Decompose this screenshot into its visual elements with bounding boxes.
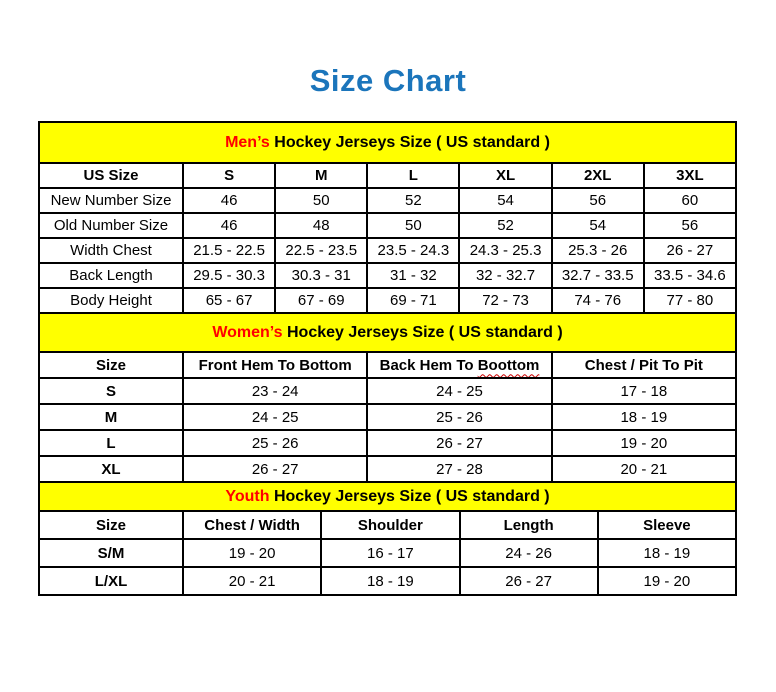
table-cell: 26 - 27 — [183, 456, 367, 482]
table-cell: 52 — [459, 213, 551, 238]
youth-highlight-word: Youth — [225, 487, 270, 505]
table-cell: 46 — [183, 188, 275, 213]
table-cell: 24 - 25 — [183, 404, 367, 430]
table-cell: 31 - 32 — [367, 263, 459, 288]
column-header — [367, 352, 551, 378]
table-cell: 20 - 21 — [183, 567, 321, 595]
mens-highlight-word: Men’s — [225, 133, 270, 151]
table-cell: 74 - 76 — [552, 288, 644, 313]
mens-section-band — [39, 122, 736, 163]
table-cell: 18 - 19 — [552, 404, 736, 430]
column-header: Chest / Pit To Pit — [552, 352, 736, 378]
table-cell: 21.5 - 22.5 — [183, 238, 275, 263]
womens-size-table — [38, 312, 737, 483]
table-row — [39, 404, 736, 430]
column-header-text: Back Hem To — [379, 356, 478, 374]
table-cell: 26 - 27 — [644, 238, 736, 263]
youth-size-table — [38, 481, 737, 596]
column-header: Length — [460, 511, 598, 539]
row-label: L/XL — [39, 567, 183, 595]
table-row — [39, 430, 736, 456]
table-cell: 56 — [552, 188, 644, 213]
row-label: M — [39, 404, 183, 430]
column-header: Chest / Width — [183, 511, 321, 539]
table-cell: 67 - 69 — [275, 288, 367, 313]
table-cell: 50 — [275, 188, 367, 213]
misspelled-word: Boottom — [477, 356, 540, 374]
mens-header-row — [39, 163, 736, 188]
table-cell: 56 — [644, 213, 736, 238]
page-title: Size Chart — [309, 63, 467, 98]
youth-title-rest: Hockey Jerseys Size ( US standard ) — [269, 487, 550, 505]
table-cell: 27 - 28 — [367, 456, 551, 482]
column-header: Front Hem To Bottom — [183, 352, 367, 378]
table-cell: 25 - 26 — [183, 430, 367, 456]
column-header: Shoulder — [321, 511, 459, 539]
mens-title-rest: Hockey Jerseys Size ( US standard ) — [269, 133, 550, 151]
table-cell: 72 - 73 — [459, 288, 551, 313]
table-cell: 33.5 - 34.6 — [644, 263, 736, 288]
table-row — [39, 213, 736, 238]
row-label: XL — [39, 456, 183, 482]
womens-title-rest: Hockey Jerseys Size ( US standard ) — [282, 323, 563, 341]
table-cell: 60 — [644, 188, 736, 213]
table-cell: 54 — [552, 213, 644, 238]
row-label: Back Length — [39, 263, 183, 288]
table-cell: 18 - 19 — [598, 539, 736, 567]
row-label: S/M — [39, 539, 183, 567]
table-row — [39, 539, 736, 567]
womens-section-band — [39, 313, 736, 352]
table-cell: 19 - 20 — [183, 539, 321, 567]
size-tables-container — [38, 121, 737, 596]
table-row — [39, 567, 736, 595]
table-cell: 32 - 32.7 — [459, 263, 551, 288]
table-cell: 54 — [459, 188, 551, 213]
column-header: Size — [39, 352, 183, 378]
womens-section-title — [39, 313, 736, 352]
youth-header-row — [39, 511, 736, 539]
row-label: S — [39, 378, 183, 404]
column-header: US Size — [39, 163, 183, 188]
table-cell: 22.5 - 23.5 — [275, 238, 367, 263]
table-row — [39, 263, 736, 288]
table-cell: 52 — [367, 188, 459, 213]
mens-section-title — [39, 122, 736, 163]
table-cell: 20 - 21 — [552, 456, 736, 482]
table-cell: 77 - 80 — [644, 288, 736, 313]
table-cell: 19 - 20 — [598, 567, 736, 595]
table-cell: 26 - 27 — [367, 430, 551, 456]
table-row — [39, 288, 736, 313]
table-cell: 16 - 17 — [321, 539, 459, 567]
table-row — [39, 238, 736, 263]
table-cell: 23.5 - 24.3 — [367, 238, 459, 263]
womens-highlight-word: Women’s — [212, 323, 283, 341]
column-header: M — [275, 163, 367, 188]
column-header: S — [183, 163, 275, 188]
table-cell: 25.3 - 26 — [552, 238, 644, 263]
column-header: Size — [39, 511, 183, 539]
youth-section-title — [39, 482, 736, 511]
table-cell: 48 — [275, 213, 367, 238]
table-cell: 24.3 - 25.3 — [459, 238, 551, 263]
table-cell: 25 - 26 — [367, 404, 551, 430]
table-cell: 19 - 20 — [552, 430, 736, 456]
column-header: 2XL — [552, 163, 644, 188]
row-label: Old Number Size — [39, 213, 183, 238]
table-cell: 30.3 - 31 — [275, 263, 367, 288]
table-cell: 69 - 71 — [367, 288, 459, 313]
table-cell: 65 - 67 — [183, 288, 275, 313]
table-cell: 29.5 - 30.3 — [183, 263, 275, 288]
table-cell: 46 — [183, 213, 275, 238]
womens-header-row — [39, 352, 736, 378]
table-cell: 17 - 18 — [552, 378, 736, 404]
column-header: XL — [459, 163, 551, 188]
table-cell: 32.7 - 33.5 — [552, 263, 644, 288]
table-row — [39, 188, 736, 213]
column-header: 3XL — [644, 163, 736, 188]
table-cell: 24 - 26 — [460, 539, 598, 567]
table-cell: 26 - 27 — [460, 567, 598, 595]
table-row — [39, 378, 736, 404]
table-cell: 24 - 25 — [367, 378, 551, 404]
table-cell: 50 — [367, 213, 459, 238]
column-header: L — [367, 163, 459, 188]
table-cell: 18 - 19 — [321, 567, 459, 595]
row-label: Width Chest — [39, 238, 183, 263]
table-cell: 23 - 24 — [183, 378, 367, 404]
column-header: Sleeve — [598, 511, 736, 539]
row-label: New Number Size — [39, 188, 183, 213]
table-row — [39, 456, 736, 482]
mens-size-table — [38, 121, 737, 314]
row-label: Body Height — [39, 288, 183, 313]
row-label: L — [39, 430, 183, 456]
youth-section-band — [39, 482, 736, 511]
